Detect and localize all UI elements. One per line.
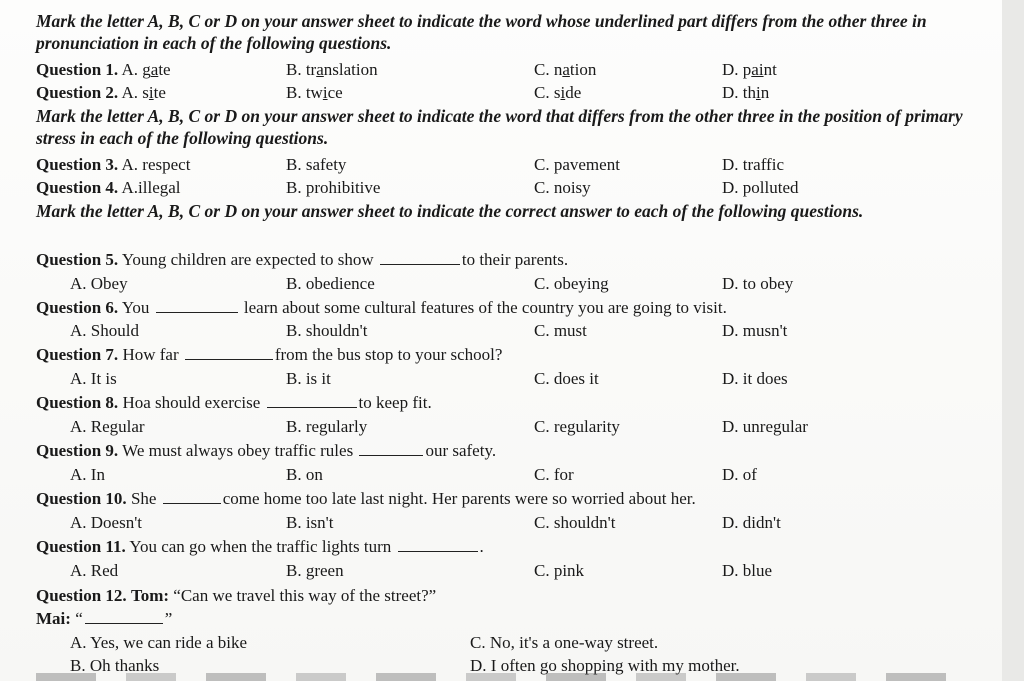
question-label: Question 2. — [36, 83, 119, 102]
answer-blank[interactable] — [85, 608, 163, 624]
quote-close: ” — [164, 609, 173, 628]
question-text-end: come home too late last night. Her parents were so worried about her. — [222, 489, 696, 508]
option-a[interactable]: A. Doesn't — [70, 513, 143, 532]
question-8-stem — [36, 391, 976, 414]
question-text-end: our safety. — [425, 441, 497, 460]
question-9-stem — [36, 439, 976, 462]
option-b[interactable]: B. regularly — [286, 417, 368, 436]
option-d[interactable]: D. traffic — [722, 155, 784, 174]
answer-blank[interactable] — [185, 344, 273, 360]
question-label: Question 7. — [36, 345, 119, 364]
option-b[interactable]: B. on — [286, 465, 323, 484]
option-c[interactable]: C. obeying — [534, 274, 609, 293]
option-c[interactable]: C. noisy — [534, 178, 591, 197]
question-8-options — [36, 415, 976, 438]
option-d[interactable]: D. unregular — [722, 417, 808, 436]
option-a[interactable]: A. It is — [70, 369, 117, 388]
question-text: You — [121, 298, 150, 317]
option-c[interactable]: C. side — [534, 83, 582, 102]
option-b[interactable]: B. isn't — [286, 513, 334, 532]
option-d[interactable]: D. I often go shopping with my mother. — [470, 656, 740, 675]
option-a[interactable]: A. Obey — [70, 274, 128, 293]
option-a[interactable]: A. In — [70, 465, 105, 484]
question-10-options — [36, 511, 976, 534]
question-text-end: from the bus stop to your school? — [274, 345, 503, 364]
answer-blank[interactable] — [267, 392, 357, 408]
option-b[interactable]: B. safety — [286, 155, 347, 174]
question-label: Question 8. — [36, 393, 119, 412]
question-text-end: to keep fit. — [358, 393, 432, 412]
speaker-tom: Tom: — [130, 586, 170, 605]
question-label: Question 3. — [36, 155, 119, 174]
option-a[interactable]: A. respect — [121, 155, 191, 174]
option-d[interactable]: D. of — [722, 465, 757, 484]
answer-blank[interactable] — [380, 249, 460, 265]
question-text-end: to their parents. — [461, 250, 569, 269]
question-label: Question 6. — [36, 298, 119, 317]
option-c[interactable]: C. pink — [534, 561, 585, 580]
question-label: Question 12. — [36, 586, 127, 605]
speaker-mai: Mai: — [36, 609, 71, 628]
question-label: Question 4. — [36, 178, 119, 197]
question-6-options — [36, 319, 976, 342]
question-7-options — [36, 367, 976, 390]
option-d[interactable]: D. it does — [722, 369, 788, 388]
option-c[interactable]: C. for — [534, 465, 574, 484]
question-text: She — [130, 489, 157, 508]
option-c[interactable]: C. nation — [534, 60, 597, 79]
option-b[interactable]: B. shouldn't — [286, 321, 368, 340]
option-d[interactable]: D. polluted — [722, 178, 799, 197]
question-text: You can go when the traffic lights turn — [129, 537, 392, 556]
option-b[interactable]: B. obedience — [286, 274, 375, 293]
question-11-options — [36, 559, 976, 582]
option-c[interactable]: C. shouldn't — [534, 513, 616, 532]
answer-blank[interactable] — [163, 488, 221, 504]
option-c[interactable]: C. pavement — [534, 155, 620, 174]
question-7-stem — [36, 343, 976, 366]
option-c[interactable]: C. No, it's a one-way street. — [470, 633, 659, 652]
instruction-pronunciation: Mark the letter A, B, C or D on your answer sheet to indicate the word whose underlined part differs from the other three in pronunciation in each of the following questions. — [36, 11, 927, 53]
question-5-stem — [36, 248, 976, 271]
option-c[interactable]: C. regularity — [534, 417, 620, 436]
option-d[interactable]: D. paint — [722, 60, 777, 79]
option-a[interactable]: A. Yes, we can ride a bike — [70, 633, 248, 652]
question-6-stem — [36, 296, 976, 319]
question-label: Question 10. — [36, 489, 127, 508]
question-text: We must always obey traffic rules — [122, 441, 354, 460]
question-5-options — [36, 272, 976, 295]
question-12-stem — [36, 584, 976, 607]
option-b[interactable]: B. Oh thanks — [70, 656, 160, 675]
question-text-end: learn about some cultural features of the country you are going to visit. — [243, 298, 727, 317]
cropped-next-line — [36, 673, 976, 681]
question-label: Question 1. — [36, 60, 119, 79]
answer-blank[interactable] — [156, 297, 238, 313]
question-9-options — [36, 463, 976, 486]
option-d[interactable]: D. didn't — [722, 513, 781, 532]
option-d[interactable]: D. to obey — [722, 274, 794, 293]
instruction-stress: Mark the letter A, B, C or D on your answer sheet to indicate the word that differs from the other three in the position of primary stress in each of the following questions. — [36, 106, 963, 148]
question-2: Question 2. A. site B. twice C. side D. thin — [36, 83, 770, 102]
question-text-end: . — [479, 537, 484, 556]
option-d[interactable]: D. thin — [722, 83, 770, 102]
option-b[interactable]: B. translation — [286, 60, 378, 79]
question-label: Question 9. — [36, 441, 119, 460]
question-1: Question 1. A. gate B. translation C. nation D. paint — [36, 60, 777, 79]
instruction-correct-answer: Mark the letter A, B, C or D on your answer sheet to indicate the correct answer to each of the following questions. — [36, 201, 864, 221]
question-text: How far — [122, 345, 179, 364]
option-d[interactable]: D. musn't — [722, 321, 788, 340]
question-3 — [36, 153, 976, 176]
option-a[interactable]: A. Should — [70, 321, 139, 340]
question-12-reply — [36, 607, 976, 630]
option-d[interactable]: D. blue — [722, 561, 773, 580]
question-text: Hoa should exercise — [122, 393, 261, 412]
question-4 — [36, 176, 976, 199]
question-text: Young children are expected to show — [121, 250, 374, 269]
option-b[interactable]: B. is it — [286, 369, 331, 388]
answer-blank[interactable] — [359, 440, 423, 456]
quote-open: “ — [75, 609, 83, 628]
option-a[interactable]: A. Regular — [70, 417, 145, 436]
option-c[interactable]: C. does it — [534, 369, 599, 388]
option-b[interactable]: B. prohibitive — [286, 178, 381, 197]
option-c[interactable]: C. must — [534, 321, 587, 340]
question-10-stem — [36, 487, 976, 510]
answer-blank[interactable] — [398, 536, 478, 552]
option-a[interactable]: A.illegal — [121, 178, 181, 197]
option-b[interactable]: B. green — [286, 561, 344, 580]
question-11-stem — [36, 535, 976, 558]
question-label: Question 11. — [36, 537, 126, 556]
question-label: Question 5. — [36, 250, 119, 269]
option-b[interactable]: B. twice — [286, 83, 343, 102]
question-text: “Can we travel this way of the street?” — [173, 586, 437, 605]
option-a[interactable]: A. Red — [70, 561, 119, 580]
